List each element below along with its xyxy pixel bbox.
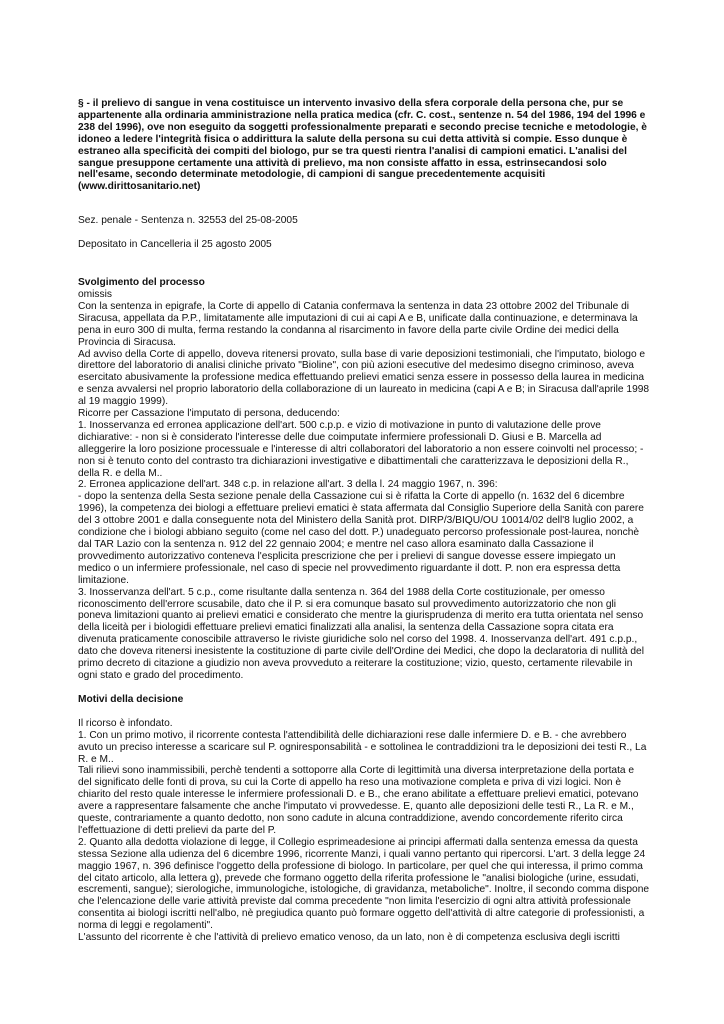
section-title-svolgimento: Svolgimento del processo xyxy=(78,277,205,289)
sentenza-line: Sez. penale - Sentenza n. 32553 del 25-08-2005 xyxy=(78,215,298,227)
section-title-motivi: Motivi della decisione xyxy=(78,693,184,705)
paragraph: Il ricorso è infondato. xyxy=(78,717,173,729)
paragraph: 1. Con un primo motivo, il ricorrente contesta l'attendibilità delle dichiarazioni rese dalle infermiere D. e B. - che avrebbero avuto un preciso interesse a scaricare sul P. ogniresponsabilità - e sottolinea le contraddizioni tra le deposizioni dei testi R., La R. e M.. xyxy=(78,729,647,765)
paragraph: - dopo la sentenza della Sesta sezione penale della Cassazione cui si è rifatta la Corte di appello (n. 1632 del 6 dicembre 1996), la competenza dei biologi a effettuare prelievi ematici è stata affermata dal Consiglio Superiore della Sanità con parere del 3 ottobre 2001 e dalla conseguente nota del Ministero della Sanità prot. DIRP/3/BIQU/OU 10014/02 dell'8 luglio 2002, a condizione che i biologi abbiano seguito (come nel caso del dott. P.) unadeguato percorso professionale post-laurea, nonchè dal TAR Lazio con la sentenza n. 912 del 22 gennaio 2004; e mentre nel caso allora esaminato dalla Cassazione il provvedimento autorizzativo conteneva l'esplicita prescrizione che per i prelievi di sangue dovesse essere impiegato un medico o un infermiere professionale, nel caso di specie nel provvedimento riguardante il dott. P. non era espressa detta limitazione. xyxy=(78,491,644,586)
paragraph: Tali rilievi sono inammissibili, perchè tendenti a sottoporre alla Corte di legittimità una diversa interpretazione della portata e del significato delle fonti di prova, su cui la Corte di appello ha reso una motivazione completa e priva di vizi logici. Non è chiarito del resto quale interesse le infermiere professionali D. e B., che erano abilitate a effettuare prelievi ematici, potevano avere a rappresentare falsamente che anche l'imputato vi provvedesse. E, quanto alle deposizioni delle testi R., La R. e M., queste, contrariamente a quanto dedotto, non sono cadute in alcuna contraddizione, avendo concordemente riferito circa l'effettuazione di detti prelievi da parte del P. xyxy=(78,765,639,836)
paragraph: Ad avviso della Corte di appello, doveva ritenersi provato, sulla base di varie deposizioni testimoniali, che l'imputato, biologo e direttore del laboratorio di analisi cliniche privato "Bioline", con più azioni esecutive del medesimo disegno criminoso, aveva esercitato abusivamente la professione medica effettuando prelievi ematici senza essere in possesso della laurea in medicina e senza avvalersi nel proprio laboratorio della collaborazione di un laureato in medicina (capi A e B; in Siracusa dall'aprile 1998 al 19 maggio 1999). xyxy=(78,348,650,408)
paragraph: 2. Quanto alla dedotta violazione di legge, il Collegio esprimeadesione ai principi affermati dalla sentenza emessa da questa stessa Sezione alla udienza del 6 dicembre 1996, ricorrente Manzi, i quali vanno pertanto qui ripercorsi. L'art. 3 della legge 24 maggio 1967, n. 396 definisce l'oggetto della professione di biologo. In particolare, per quel che qui interessa, il primo comma del citato articolo, alla lettera g), prevede che formano oggetto della riferita professione le "analisi biologiche (urine, essudati, escrementi, sangue); sierologiche, immunologiche, istologiche, di gravidanza, metaboliche". Inoltre, il secondo comma dispone che l'elencazione delle varie attività previste dal comma precedente "non limita l'esercizio di ogni altra attività professionale consentita ai biologi iscritti nell'albo, nè pregiudica quanto può formare oggetto dell'attività di altre categorie di professionisti, a norma di leggi e regolamenti". xyxy=(78,836,650,932)
paragraph: L'assunto del ricorrente è che l'attività di prelievo ematico venoso, da un lato, non è di competenza esclusiva degli iscritti xyxy=(78,932,620,944)
abstract: § - il prelievo di sangue in vena costituisce un intervento invasivo della sfera corporale della persona che, pur se appartenente alla ordinaria amministrazione nella pratica medica (cfr. C. cost., sentenze n. 54 del 1986, 194 del 1996 e 238 del 1996), ove non eseguito da soggetti professionalmente preparati e secondo precise tecniche e metodologie, è idoneo a ledere l'integrità fisica o addirittura la salute della persona su cui detta attività si compie. Esso dunque è estraneo alla specificità dei compiti del biologo, pur se tra questi rientra l'analisi di campioni ematici. L'analisi del sangue presuppone certamente una attività di prelievo, ma non consiste affatto in essa, estrinsecandosi solo nell'esame, secondo determinate metodologie, di campioni di sangue precedentemente acquisiti (www.dirittosanitario.net) xyxy=(78,98,647,193)
document-page xyxy=(78,98,650,944)
paragraph: omissis xyxy=(78,288,112,300)
paragraph: Ricorre per Cassazione l'imputato di persona, deducendo: xyxy=(78,408,340,420)
deposito-line: Depositato in Cancelleria il 25 agosto 2005 xyxy=(78,239,272,251)
spacer xyxy=(78,706,650,718)
paragraph: 2. Erronea applicazione dell'art. 348 c.p. in relazione all'art. 3 della l. 24 maggio 1967, n. 396: xyxy=(78,479,498,491)
paragraph: Con la sentenza in epigrafe, la Corte di appello di Catania confermava la sentenza in data 23 ottobre 2002 del Tribunale di Siracusa, appellata da P.P., limitatamente alle imputazioni di cui ai capi A e B, unificate dalla continuazione, e determinava la pena in euro 300 di multa, ferma restando la condanna al risarcimento in favore della parte civile Ordine dei medici della Provincia di Siracusa. xyxy=(78,300,638,348)
paragraph: 3. Inosservanza dell'art. 5 c.p., come risultante dalla sentenza n. 364 del 1988 della Corte costituzionale, per omesso riconoscimento dell'errore scusabile, dato che il P. si era comunque basato sul provvedimento autorizzatorio che non gli poneva limitazioni quanto ai prelievi ematici e considerato che mentre la giurisprudenza di merito era tutta orientata nel senso della liceità per i biologidi effettuare prelievi ematici finalizzati alla analisi, la sentenza della Cassazione sopra citata era divenuta praticamente conoscibile attraverso le riviste giuridiche solo nel corso del 1998. 4. Inosservanza dell'art. 491 c.p.p., dato che doveva ritenersi inesistente la costituzione di parte civile dell'Ordine dei Medici, che dopo la declaratoria di nullità del primo decreto di citazione a giudizio non aveva provveduto a reiterare la costituzione; vizio, questo, certamente rilevabile in ogni stato e grado del procedimento. xyxy=(78,586,644,681)
paragraph: 1. Inosservanza ed erronea applicazione dell'art. 500 c.p.p. e vizio di motivazione in punto di valutazione delle prove dichiarative: - non si è considerato l'interesse delle due coimputate infermiere professionali D. Giusi e B. Marcella ad alleggerire la loro posizione processuale e l'interesse di altri collaboratori del laboratorio a non essere coinvolti nel processo; - non si è tenuto conto del contrasto tra dichiarazioni investigative e dibattimentali che caratterizzava le deposizioni della R., della R. e della M.. xyxy=(78,419,644,479)
